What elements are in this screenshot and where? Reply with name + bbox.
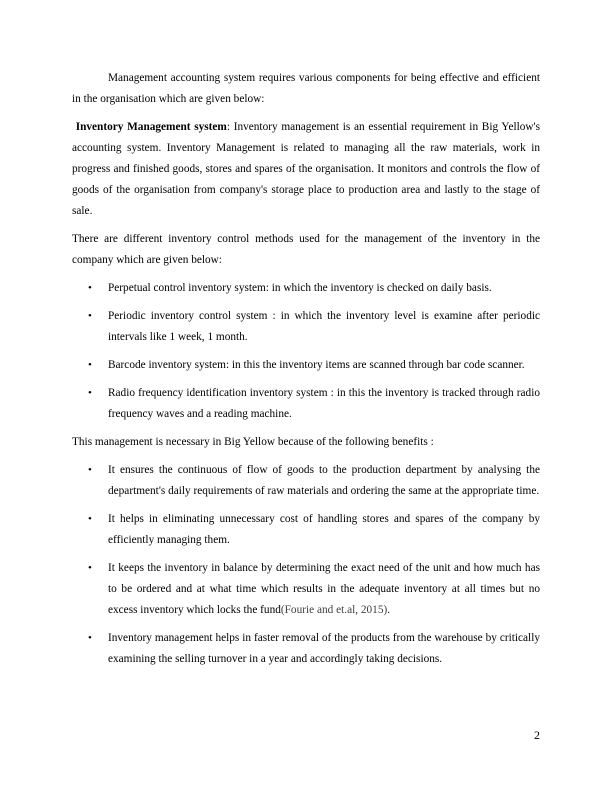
list-item-text: Inventory management helps in faster removal of the products from the warehouse by critically examining the selling turnover in a year and accordingly taking decisions. — [108, 632, 540, 665]
bullet-icon: • — [88, 513, 92, 525]
list-item — [72, 509, 540, 551]
methods-intro-paragraph: There are different inventory control methods used for the management of the inventory in the company which are given below: — [72, 233, 540, 266]
list-item-text: Periodic inventory control system : in which the inventory level is examine after periodic intervals like 1 week, 1 month. — [108, 310, 540, 343]
bullet-icon: • — [88, 464, 92, 476]
list-item — [72, 628, 540, 670]
benefits-list — [72, 460, 540, 670]
list-item-text: Perpetual control inventory system: in which the inventory is checked on daily basis. — [108, 282, 492, 294]
list-item — [72, 383, 540, 425]
list-item — [72, 558, 540, 621]
methods-list — [72, 278, 540, 425]
list-item — [72, 355, 540, 376]
list-item-text: Barcode inventory system: in this the inventory items are scanned through bar code scanner. — [108, 359, 525, 371]
inventory-body-text: Inventory management is an essential requirement in Big Yellow's accounting system. Inventory Management is related to managing all the raw materials, work in progress and finished goods, stores and spares of the organisation. It monitors and controls the flow of goods of the organisation from company's storage place to production area and lastly to the stage of sale. — [72, 121, 540, 217]
bullet-icon: • — [88, 562, 92, 574]
list-item — [72, 460, 540, 502]
inventory-paragraph — [72, 117, 540, 222]
sentence-end: . — [387, 604, 391, 616]
list-item — [72, 278, 540, 299]
bullet-icon: • — [88, 359, 92, 371]
list-item-text: Radio frequency identification inventory system : in this the inventory is tracked through radio frequency waves and a reading machine. — [108, 387, 540, 420]
inventory-heading-punct: : — [226, 121, 230, 133]
benefits-intro-paragraph: This management is necessary in Big Yellow because of the following benefits : — [72, 436, 434, 448]
inventory-heading: Inventory Management system — [75, 121, 227, 133]
bullet-icon: • — [88, 282, 92, 294]
list-item-text: It keeps the inventory in balance by determining the exact need of the unit and how much has to be ordered and at what time which results in the adequate inventory at all times but no excess inventory which locks the fund — [108, 562, 540, 616]
bullet-icon: • — [88, 632, 92, 644]
intro-paragraph: Management accounting system requires various components for being effective and efficient in the organisation which are given below: — [72, 72, 540, 105]
bullet-icon: • — [88, 387, 92, 399]
page-body — [72, 68, 540, 677]
list-item-text: It ensures the continuous of flow of goods to the production department by analysing the department's daily requirements of raw materials and ordering the same at the appropriate time. — [108, 464, 540, 497]
page-number: 2 — [534, 728, 540, 742]
list-item-text: It helps in eliminating unnecessary cost of handling stores and spares of the company by efficiently managing them. — [108, 513, 540, 546]
citation: (Fourie and et.al, 2015) — [280, 604, 388, 616]
bullet-icon: • — [88, 310, 92, 322]
list-item — [72, 306, 540, 348]
